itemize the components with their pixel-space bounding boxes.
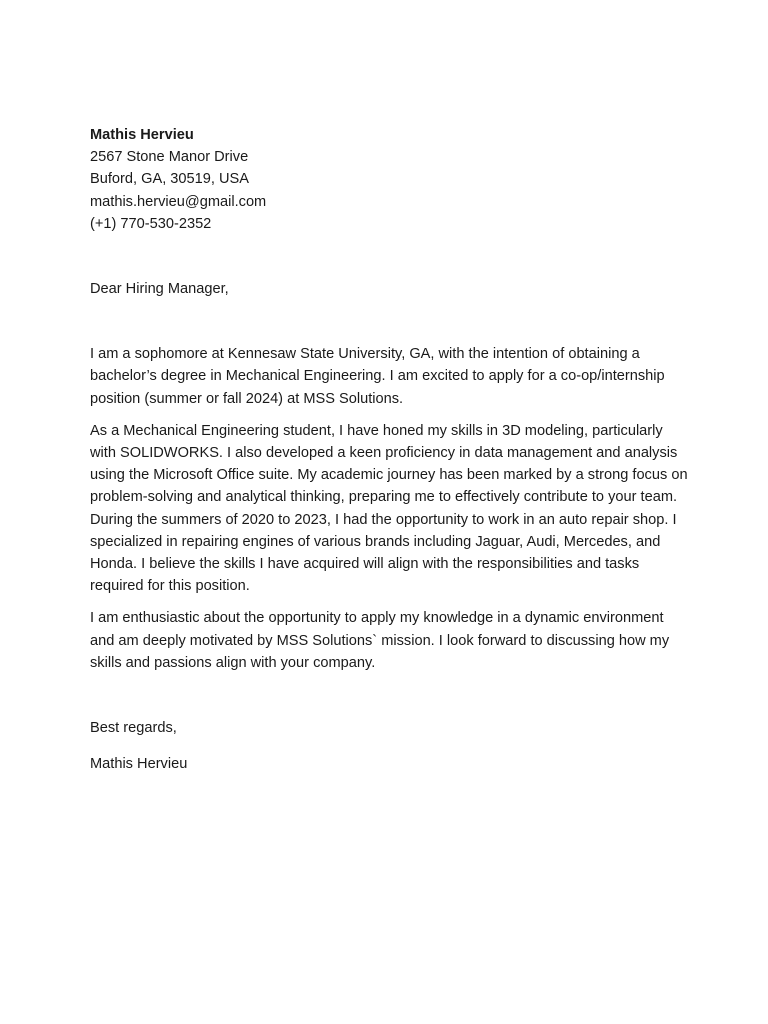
body-paragraph-3: I am enthusiastic about the opportunity to apply my knowledge in a dynamic environment and am deeply motivated by MSS Solutions` mission. I look forward to discussing how my skills and passions align with your company. bbox=[90, 610, 670, 671]
cover-letter bbox=[90, 124, 690, 775]
letter-body bbox=[90, 343, 690, 674]
sender-address-line-1: 2567 Stone Manor Drive bbox=[90, 149, 249, 166]
sender-address-line-2: Buford, GA, 30519, USA bbox=[90, 171, 249, 188]
sender-name: Mathis Hervieu bbox=[90, 127, 194, 143]
sender-block bbox=[90, 124, 690, 235]
signature: Mathis Hervieu bbox=[90, 756, 188, 773]
body-paragraph-2: As a Mechanical Engineering student, I have honed my skills in 3D modeling, particularly with SOLIDWORKS. I also developed a keen proficiency in data management and analysis using the Microsoft Office suite. My academic journey has been marked by a strong focus on problem-solving and analytical thinking, preparing me to effectively contribute to your team. During the summers of 2020 to 2023, I had the opportunity to work in an auto repair shop. I specialized in repairing engines of various brands including Jaguar, Audi, Mercedes, and Honda. I believe the skills I have acquired will align with the responsibilities and tasks required for this position. bbox=[90, 422, 688, 595]
sender-phone: (+1) 770-530-2352 bbox=[90, 215, 212, 232]
salutation: Dear Hiring Manager, bbox=[90, 281, 229, 298]
closing: Best regards, bbox=[90, 720, 177, 737]
body-paragraph-1: I am a sophomore at Kennesaw State University, GA, with the intention of obtaining a bachelor’s degree in Mechanical Engineering. I am excited to apply for a co-op/internship position (summer or fall 2024) at MSS Solutions. bbox=[90, 346, 665, 407]
sender-email: mathis.hervieu@gmail.com bbox=[90, 193, 267, 210]
